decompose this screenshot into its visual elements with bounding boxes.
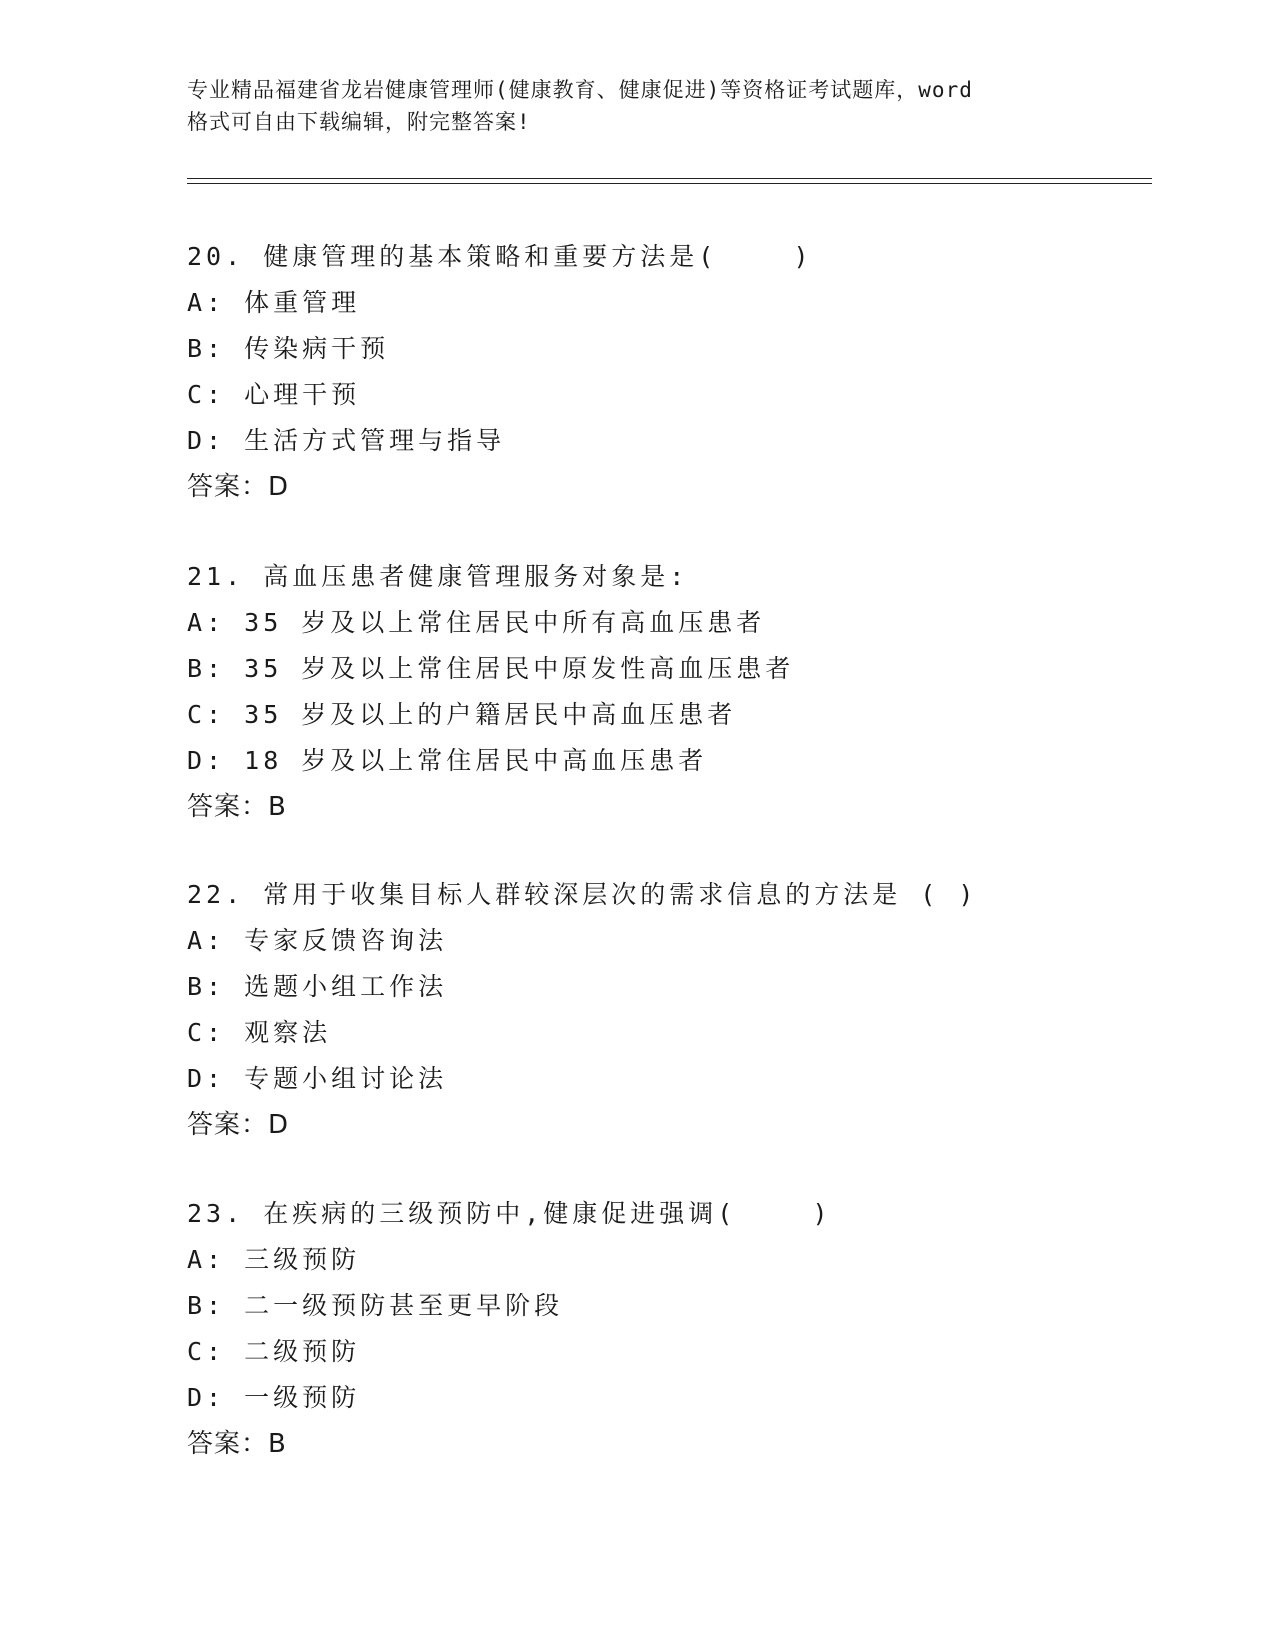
- option-b: B: 传染病干预: [187, 334, 390, 363]
- document-header: [187, 74, 1067, 138]
- question-stem: 23. 在疾病的三级预防中,健康促进强调( ): [187, 1199, 832, 1228]
- option-a: A: 三级预防: [187, 1245, 361, 1274]
- option-d: D: 一级预防: [187, 1383, 361, 1412]
- option-d: D: 生活方式管理与指导: [187, 426, 506, 455]
- question-stem: 22. 常用于收集目标人群较深层次的需求信息的方法是 ( ): [187, 880, 978, 909]
- option-c: C: 心理干预: [187, 380, 361, 409]
- question-stem: 21. 高血压患者健康管理服务对象是:: [187, 562, 689, 591]
- option-d: D: 专题小组讨论法: [187, 1064, 448, 1093]
- answer: 答案：B: [187, 792, 287, 822]
- option-c: C: 观察法: [187, 1018, 332, 1047]
- option-b: B: 选题小组工作法: [187, 972, 448, 1001]
- option-c: C: 35 岁及以上的户籍居民中高血压患者: [187, 700, 737, 729]
- option-a: A: 35 岁及以上常住居民中所有高血压患者: [187, 608, 766, 637]
- header-divider-top: [187, 178, 1152, 179]
- option-d: D: 18 岁及以上常住居民中高血压患者: [187, 746, 708, 775]
- option-a: A: 专家反馈咨询法: [187, 926, 448, 955]
- option-b: B: 二一级预防甚至更早阶段: [187, 1291, 564, 1320]
- question-stem: 20. 健康管理的基本策略和重要方法是( ): [187, 242, 813, 271]
- header-divider-bottom: [187, 183, 1152, 184]
- header-line-2: 格式可自由下载编辑，附完整答案!: [187, 110, 531, 134]
- header-line-1: 专业精品福建省龙岩健康管理师(健康教育、健康促进)等资格证考试题库，word: [187, 78, 973, 102]
- answer: 答案：B: [187, 1429, 287, 1459]
- answer: 答案：D: [187, 1110, 290, 1140]
- question-20: [187, 234, 1147, 510]
- question-23: [187, 1191, 1147, 1467]
- question-21: [187, 554, 1147, 830]
- option-a: A: 体重管理: [187, 288, 361, 317]
- option-c: C: 二级预防: [187, 1337, 361, 1366]
- question-22: [187, 872, 1147, 1148]
- answer: 答案：D: [187, 472, 290, 502]
- option-b: B: 35 岁及以上常住居民中原发性高血压患者: [187, 654, 795, 683]
